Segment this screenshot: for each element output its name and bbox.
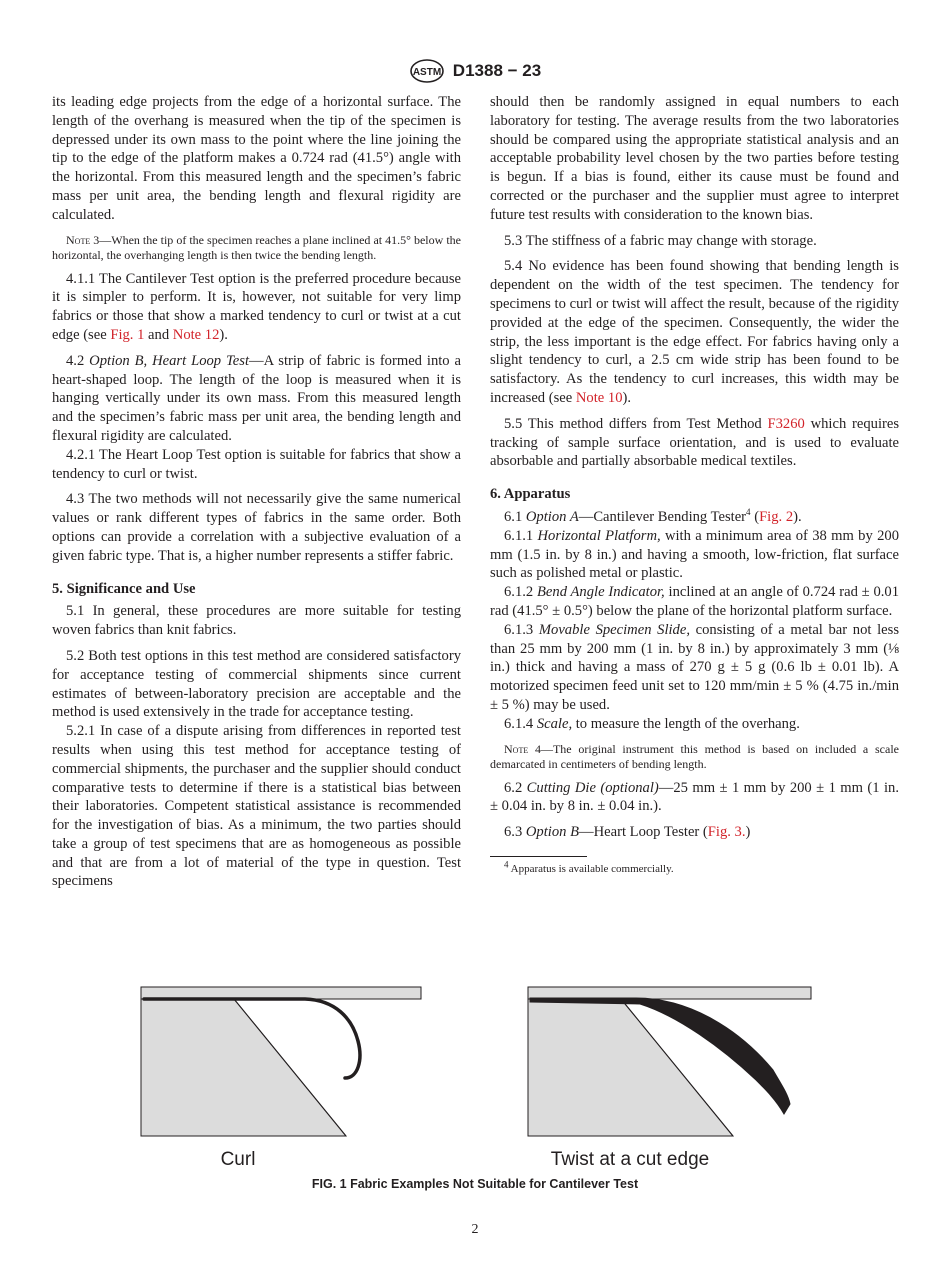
note-10-link[interactable]: Note 10 (575, 389, 623, 406)
paragraph-4-3: 4.3 The two methods will not necessarily give the same numerical values or rank different types of fabrics in the same order. Both options can provide a correlation with a subjective evaluation of a given fabric type. That is, a higher number represents a stiffer fabric. (52, 491, 461, 564)
fig-3-link[interactable]: Fig. 3. (707, 824, 746, 841)
right-column (490, 93, 899, 883)
paragraph-6-1-4: 6.1.4 Scale, to measure the length of the overhang. (504, 715, 800, 732)
twist-diagram (528, 987, 811, 1170)
fig-1-link[interactable]: Fig. 1 (110, 326, 145, 343)
curl-platform-block (141, 999, 346, 1136)
paragraph-5-5: 5.5 This method differs from Test Method F3260 which requires tracking of sample surface orientation, and is used to evaluate absorbable and partially absorbable medical textiles. (490, 415, 900, 470)
astm-logo-icon (409, 58, 445, 84)
section-5-heading: 5. Significance and Use (52, 580, 196, 597)
note-12-link[interactable]: Note 12 (172, 326, 220, 343)
paragraph-6-1-3: 6.1.3 Movable Specimen Slide, consisting of a metal bar not less than 25 mm by 200 mm (1 in. by 8 in.) by approximately 3 mm (⅛ in.) thick and having a mass of 270 g ± 5 g (0.6 lb ± 0.01 lb). A motorized specimen feed unit set to 120 mm/min ± 5 % (4.75 in./min ± 5 %) may be used. (490, 621, 899, 713)
curl-diagram (141, 987, 421, 1170)
paragraph-5-2: 5.2 Both test options in this test method are considered satisfactory for acceptance testing of commercial shipments since current estimates of between-laboratory precision are acceptable and the method is used extensively in the trade for acceptance testing. (52, 647, 461, 721)
svg-text:ASTM: ASTM (412, 67, 441, 78)
paragraph-6-1: 6.1 Option A—Cantilever Bending Tester$^4$ (Fig. 2). (504, 507, 802, 525)
curl-label: Curl (220, 1149, 256, 1170)
paragraph-5-3: 5.3 The stiffness of a fabric may change with storage. (504, 232, 817, 249)
paragraph-5-2-1: 5.2.1 In case of a dispute arising from differences in reported test results when using this test method for acceptance testing of commercial shipments, the purchaser and the supplier should conduct comparative tests to determine if there is a statistical bias between their laboratories. Competent statistical assistance is recommended for the investigation of bias. As a minimum, the two parties should take a group of test specimens that are as homogeneous as possible and that are from a lot of material of the type in question. Test specimens (52, 723, 461, 890)
note-3: Note 3—When the tip of the specimen reaches a plane inclined at 41.5° below the horizontal, the overhanging length is then twice the bending length. (52, 232, 461, 263)
footnote-rule (490, 856, 587, 857)
page-header (0, 58, 950, 84)
paragraph-4-2-1: 4.2.1 The Heart Loop Test option is suitable for fabrics that show a tendency to curl or twist. (52, 446, 461, 482)
paragraph-4-1-1: 4.1.1 The Cantilever Test option is the preferred procedure because it is simpler to perform. It is, however, not suitable for very limp fabrics or those that show a marked tendency to curl or twist at a cut edge (see Fig. 1 and Note 12). (52, 270, 461, 343)
f3260-link[interactable]: F3260 (767, 415, 805, 432)
curl-platform-bar (141, 987, 421, 999)
paragraph-6-2: 6.2 Cutting Die (optional)—25 mm ± 1 mm by 200 ± 1 mm (1 in. ± 0.04 in. by 8 in. ± 0.04 in.). (490, 779, 900, 815)
figure-1 (130, 978, 820, 1178)
section-6-heading: 6. Apparatus (490, 486, 571, 503)
paragraph-5-2-1-cont: should then be randomly assigned in equal numbers to each laboratory for testing. The average results from the two laboratories should be compared using the appropriate statistical analysis and an acceptable probability level chosen by the two parties before testing is begun. If a bias is found, either its cause must be found and corrected or the purchaser and the supplier must agree to interpret future test results with consideration to the known bias. (490, 94, 899, 223)
note-4: Note 4—The original instrument this method is based on included a scale demarcated in centimeters of bending length. (490, 741, 899, 771)
fig-2-link[interactable]: Fig. 2 (759, 508, 794, 525)
left-column (52, 93, 461, 898)
footnote-4: $^4$ Apparatus is available commercially. (504, 859, 674, 875)
document-id: D1388 − 23 (452, 61, 542, 80)
paragraph-4-1-cont: its leading edge projects from the edge of a horizontal surface. The length of the overhang is measured when the tip of the specimen is depressed under its own mass to the point where the line joining the tip to the edge of the platform makes a 0.724 rad (41.5°) angle with the horizontal. From this measured length and the specimen’s fabric mass per unit area, the bending length and flexural rigidity are calculated. (52, 94, 461, 223)
paragraph-6-1-2: 6.1.2 Bend Angle Indicator, inclined at an angle of 0.724 rad ± 0.01 rad (41.5° ± 0.5°) below the plane of the horizontal platform surface. (490, 584, 900, 619)
paragraph-5-1: 5.1 In general, these procedures are more suitable for testing woven fabrics than knit fabrics. (52, 603, 461, 639)
paragraph-6-1-1: 6.1.1 Horizontal Platform, with a minimum area of 38 mm by 200 mm (1.5 in. by 8 in.) and having a smooth, low-friction, flat surface such as polished metal or plastic. (490, 527, 899, 582)
paragraph-6-3: 6.3 Option B—Heart Loop Tester (Fig. 3.) (504, 824, 751, 841)
page-number: 2 (471, 1222, 479, 1237)
twist-platform-bar (528, 987, 811, 999)
paragraph-4-2: 4.2 Option B, Heart Loop Test—A strip of fabric is formed into a heart-shaped loop. The length of the loop is measured when it is hanging vertically under its own mass. From this measured length and the specimen’s fabric mass per unit area, the bending length and flexural rigidity are calculated. (52, 352, 461, 444)
twist-label: Twist at a cut edge (550, 1149, 710, 1170)
figure-caption: FIG. 1 Fabric Examples Not Suitable for Cantilever Test (311, 1177, 639, 1191)
paragraph-5-4: 5.4 No evidence has been found showing that bending length is dependent on the width of the test specimen. The tendency for specimens to curl or twist will affect the result, because of the rigidity provided at the edge of the specimen. Consequently, the wider the strip, the less important is the edge effect. For fabrics having only a slight tendency to curl, a 2.5 cm wide strip has been found to be satisfactory. As the tendency to curl increases, this width may be increased (see Note 10). (490, 258, 899, 406)
